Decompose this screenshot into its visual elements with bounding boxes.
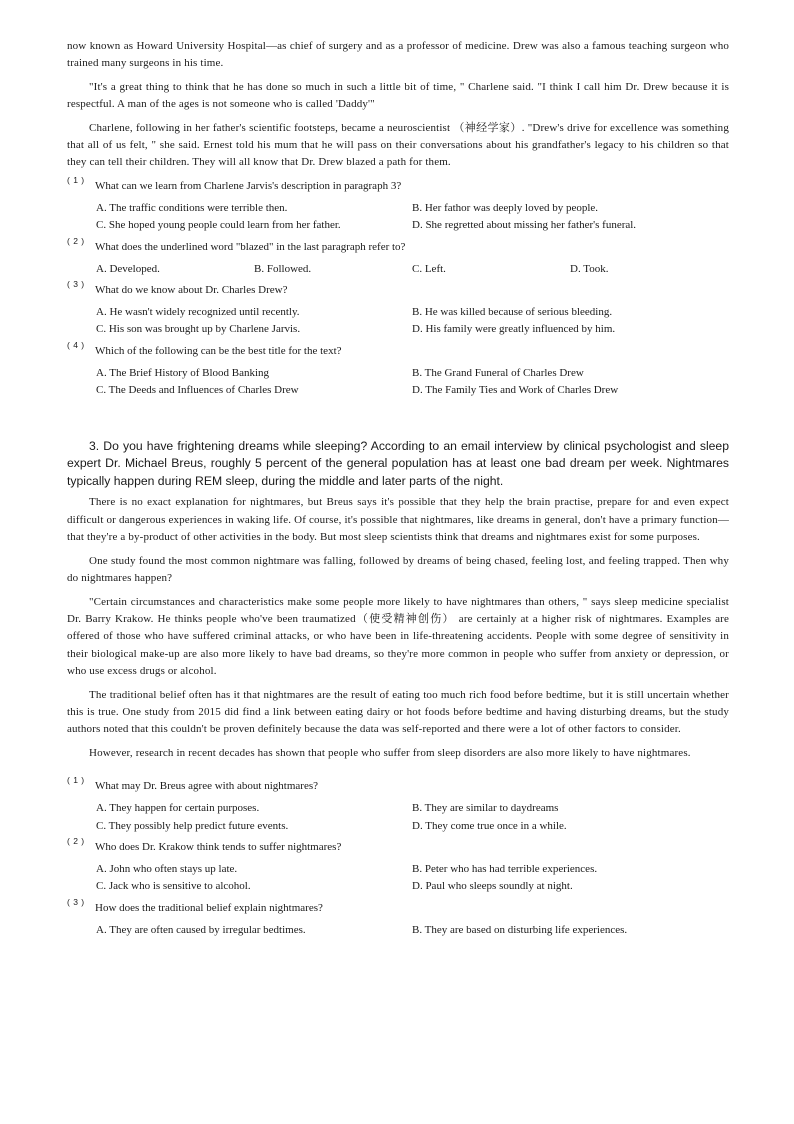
option-d[interactable]: D. They come true once in a while. [412, 819, 567, 832]
question [67, 896, 729, 916]
option-c[interactable]: C. She hoped young people could learn from her father. [96, 219, 341, 232]
answer-options [96, 365, 729, 400]
question-text: How does the traditional belief explain nightmares? [95, 901, 323, 914]
question-number: ( 2 ) [67, 835, 85, 846]
question-text: What do we know about Dr. Charles Drew? [95, 284, 288, 297]
option-a[interactable]: A. They are often caused by irregular bedtimes. [96, 923, 306, 936]
option-d[interactable]: D. Took. [570, 262, 609, 275]
question [67, 235, 729, 255]
question-number: ( 4 ) [67, 339, 85, 350]
option-a[interactable]: A. The Brief History of Blood Banking [96, 366, 270, 379]
passage3-paragraph: "Certain circumstances and characteristics make some people more likely to have nightmares than others, " says sleep medicine specialist Dr. Barry Krakow. He thinks people who've been traumatized（使受精神创伤） are certainly at a higher risk of nightmares. Examples are offered of those who have suffered criminal attacks, or who have been in life-threatening accidents. People with some degree of sensitivity in their biological make-up are also more likely to have bad dreams, so they're more common in people who suffer from anxiety or depression, or who use excess drugs or alcohol. [67, 595, 729, 678]
option-b[interactable]: B. The Grand Funeral of Charles Drew [412, 366, 584, 379]
question [67, 835, 729, 855]
question [67, 339, 729, 359]
question [67, 174, 729, 194]
question-text: Who does Dr. Krakow think tends to suffer nightmares? [95, 840, 342, 853]
answer-options [96, 861, 729, 896]
passage3-paragraph: There is no exact explanation for nightmares, but Breus says it's possible that they help the brain practise, prepare for and even expect difficult or dangerous experiences in waking life. Of course, it's possible that nightmares, like dreams in general, don't have a primary function—that they're a by-product of other activities in the body. But most sleep scientists think that dreams and nightmares exist for some purposes. [67, 496, 729, 544]
option-c[interactable]: C. The Deeds and Influences of Charles Drew [96, 384, 299, 397]
option-c[interactable]: C. They possibly help predict future events. [96, 819, 289, 832]
question-text: What does the underlined word "blazed" in the last paragraph refer to? [95, 240, 406, 253]
option-b[interactable]: B. He was killed because of serious bleeding. [412, 306, 613, 319]
question-text: What may Dr. Breus agree with about nightmares? [95, 780, 318, 793]
passage3-heading: 3. Do you have frightening dreams while sleeping? According to an email interview by clinical psychologist and sleep expert Dr. Michael Breus, roughly 5 percent of the general population has at least one bad dream per week. Nightmares typically happen during REM sleep, during the middle and later parts of the night. [67, 438, 729, 488]
answer-options [96, 922, 729, 939]
option-c[interactable]: C. His son was brought up by Charlene Jarvis. [96, 323, 301, 336]
answer-options [96, 304, 729, 339]
question-text: What can we learn from Charlene Jarvis's description in paragraph 3? [95, 179, 402, 192]
passage3-paragraph: The traditional belief often has it that nightmares are the result of eating too much rich food before bedtime, but it is still uncertain whether this is true. One study from 2015 did find a link between eating dairy or hot foods before bedtime and having disturbing dreams, but the study authors noted that this couldn't be proven definitely because the data was self-reported and there were a lot of other factors to consider. [67, 688, 729, 736]
question-number: ( 2 ) [67, 235, 85, 246]
exam-page [67, 38, 729, 943]
question-text: Which of the following can be the best title for the text? [95, 344, 342, 357]
passage2-quote-paragraph: "It's a great thing to think that he has done so much in such a little bit of time, " Charlene said. "I think I call him Dr. Drew because it is respectful. A man of the ages is not someone who is called 'Daddy'" [67, 80, 729, 111]
question [67, 279, 729, 298]
option-a[interactable]: A. John who often stays up late. [96, 862, 238, 875]
answer-options [96, 800, 729, 835]
option-a[interactable]: A. He wasn't widely recognized until recently. [96, 306, 300, 319]
passage2-continued-paragraph: now known as Howard University Hospital—as chief of surgery and as a professor of medicine. Drew was also a famous teaching surgeon who trained many surgeons in his time. [67, 40, 729, 70]
answer-options [96, 261, 729, 278]
passage2-charlene-paragraph: Charlene, following in her father's scientific footsteps, became a neuroscientist （神经学家）. "Drew's drive for excellence was something that all of us felt, " she said. Ernest told his mum that he will pass on their conversations about his grandfather's legacy to his children so that they can tell their children. They will all know that Dr. Drew blazed a path for them. [67, 121, 729, 169]
answer-options [96, 200, 729, 235]
option-b[interactable]: B. They are similar to daydreams [412, 802, 559, 815]
question [67, 775, 729, 794]
option-d[interactable]: D. The Family Ties and Work of Charles Drew [412, 384, 619, 397]
option-c[interactable]: C. Left. [412, 262, 446, 275]
question-number: ( 3 ) [67, 896, 85, 907]
option-d[interactable]: D. His family were greatly influenced by him. [412, 323, 616, 336]
question-number: ( 1 ) [67, 775, 85, 786]
question-number: ( 3 ) [67, 279, 85, 290]
option-d[interactable]: D. She regretted about missing her father's funeral. [412, 219, 637, 232]
passage3-paragraph: One study found the most common nightmare was falling, followed by dreams of being chased, feeling lost, and feeling trapped. Then why do nightmares happen? [67, 554, 729, 585]
option-a[interactable]: A. Developed. [96, 262, 160, 275]
option-c[interactable]: C. Jack who is sensitive to alcohol. [96, 880, 251, 893]
passage3-paragraph: However, research in recent decades has shown that people who suffer from sleep disorders are also more likely to have nightmares. [89, 746, 691, 759]
option-b[interactable]: B. Peter who has had terrible experiences. [412, 862, 598, 875]
option-b[interactable]: B. Her fathor was deeply loved by people. [412, 201, 599, 214]
option-b[interactable]: B. They are based on disturbing life experiences. [412, 923, 628, 936]
option-a[interactable]: A. The traffic conditions were terrible then. [96, 201, 288, 214]
question-number: ( 1 ) [67, 174, 85, 185]
option-d[interactable]: D. Paul who sleeps soundly at night. [412, 880, 573, 893]
option-b[interactable]: B. Followed. [254, 262, 312, 275]
option-a[interactable]: A. They happen for certain purposes. [96, 802, 260, 815]
